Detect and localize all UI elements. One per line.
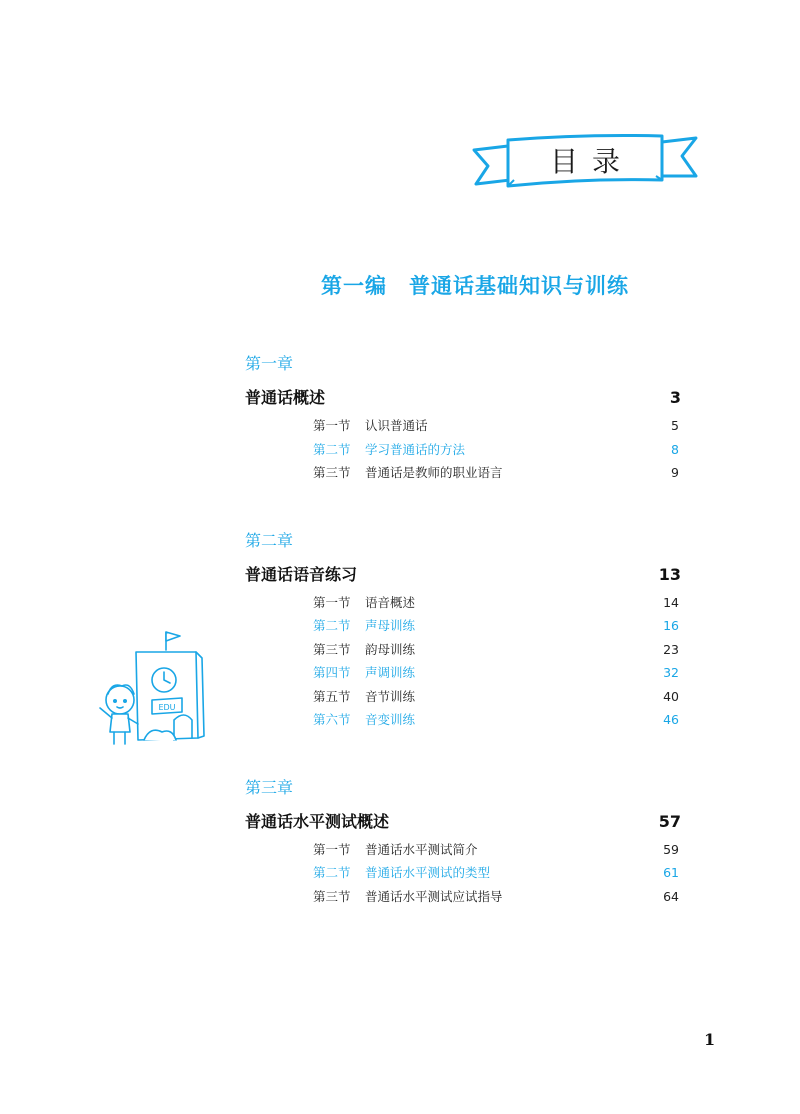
table-of-contents [245,352,685,952]
section-title: 声调训练 [365,665,416,680]
section-number: 第三节 [313,888,351,904]
section-number: 第四节 [313,665,351,680]
chapter-page-number: 57 [658,811,681,831]
section-entry[interactable] [245,414,685,438]
section-title: 学习普通话的方法 [365,441,466,457]
section-number: 第二节 [313,441,351,457]
section-page-number: 40 [663,688,679,704]
chapter-3 [245,776,685,909]
chapter-entry[interactable] [245,382,685,414]
section-title: 普通话水平测试的类型 [365,865,491,880]
section-entry[interactable] [245,461,685,485]
section-entry[interactable] [245,638,685,662]
section-entry[interactable] [245,861,685,885]
mascot-sign-text: EDU [158,703,176,712]
chapter-entry[interactable] [245,559,685,591]
section-number: 第二节 [313,618,351,633]
section-title: 语音概述 [365,594,416,610]
chapter-1 [245,352,685,485]
section-entry[interactable] [245,838,685,862]
section-entry[interactable] [245,685,685,709]
section-page-number: 8 [671,441,679,457]
section-page-number: 16 [663,618,679,633]
section-page-number: 14 [663,594,679,610]
section-title: 认识普通话 [365,418,428,433]
section-title: 普通话是教师的职业语言 [365,465,503,480]
boy-with-book-illustration-icon [92,628,218,752]
section-number: 第五节 [313,688,351,704]
section-title: 音变训练 [365,712,416,727]
section-number: 第六节 [313,712,351,727]
section-page-number: 32 [663,665,679,680]
chapter-2 [245,529,685,732]
section-title: 韵母训练 [365,641,416,657]
part-title [0,270,800,300]
section-page-number: 23 [663,641,679,657]
section-page-number: 59 [663,841,679,857]
section-entry[interactable] [245,708,685,732]
section-page-number: 5 [671,418,679,433]
chapter-title: 普通话语音练习 [245,564,358,584]
chapter-label: 第一章 [245,354,294,373]
chapter-page-number: 3 [669,388,681,407]
section-entry[interactable] [245,614,685,638]
section-title: 普通话水平测试简介 [365,841,478,857]
section-entry[interactable] [245,661,685,685]
section-page-number: 64 [663,888,679,904]
section-title: 声母训练 [365,618,416,633]
section-number: 第一节 [313,418,351,433]
section-number: 第一节 [313,594,351,610]
section-entry[interactable] [245,438,685,462]
chapter-title: 普通话概述 [245,388,326,407]
part-name: 普通话基础知识与训练 [409,274,629,298]
chapter-entry[interactable] [245,806,685,838]
section-title: 音节训练 [365,688,416,704]
section-page-number: 9 [671,465,679,480]
part-label: 第一编 [321,274,387,298]
section-number: 第一节 [313,841,351,857]
chapter-title: 普通话水平测试概述 [245,811,390,831]
chapter-page-number: 13 [658,564,681,584]
section-number: 第三节 [313,641,351,657]
section-number: 第三节 [313,465,351,480]
section-title: 普通话水平测试应试指导 [365,888,503,904]
section-entry[interactable] [245,885,685,909]
section-entry[interactable] [245,591,685,615]
page-number: 1 [704,1030,716,1049]
section-page-number: 46 [663,712,679,727]
section-page-number: 61 [663,865,679,880]
toc-title: 目录 [549,145,634,178]
chapter-label: 第二章 [245,530,294,550]
section-number: 第二节 [313,865,351,880]
chapter-label: 第三章 [245,777,294,797]
